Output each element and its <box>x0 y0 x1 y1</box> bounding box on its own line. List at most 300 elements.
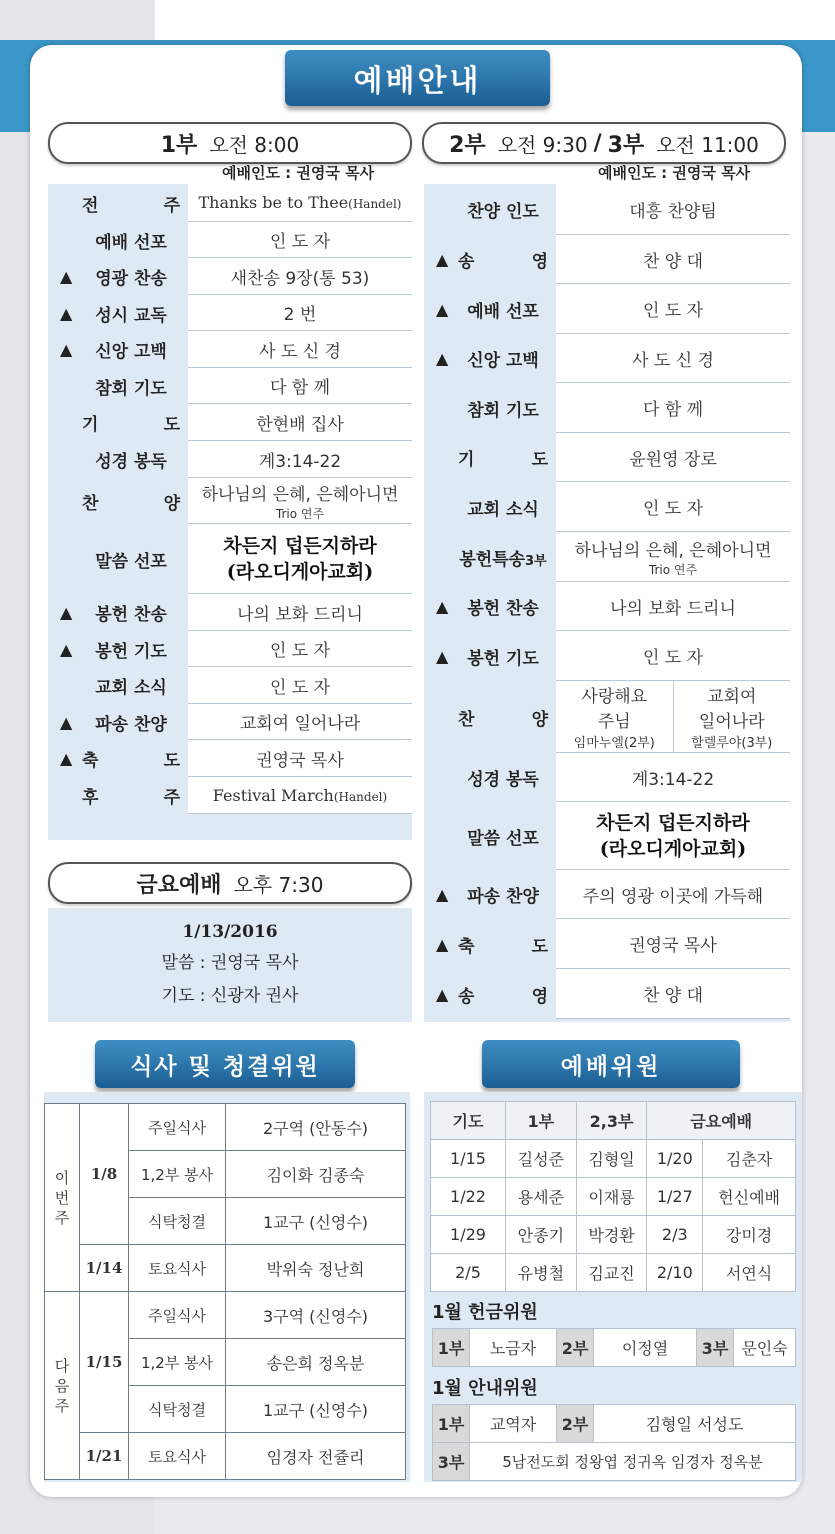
s23-value <box>556 919 790 969</box>
offering-part1: 1부 <box>433 1329 470 1367</box>
worship-committee-cell: 유병철 <box>506 1254 577 1292</box>
s23-label-text <box>458 297 548 322</box>
triangle-icon: ▲ <box>436 984 449 1004</box>
s1-value <box>188 631 412 667</box>
s1-row <box>48 441 412 478</box>
meal-row <box>45 1292 406 1339</box>
meal-task: 식탁청결 <box>129 1386 226 1433</box>
service1-header <box>48 122 412 164</box>
label-word: 교회 소식 <box>95 678 167 698</box>
value-sub: Trio 연주 <box>275 506 325 521</box>
service3-time: 오전 11:00 <box>656 132 759 157</box>
s1-value <box>188 184 412 222</box>
worship-committee-header <box>431 1102 796 1140</box>
worship-committee-cell: 1/29 <box>431 1216 506 1254</box>
s23-label-text <box>458 545 548 570</box>
label-char: 도 <box>163 415 180 435</box>
s1-value <box>188 258 412 295</box>
s1-value <box>188 295 412 331</box>
meal-person: 김이화 김종숙 <box>226 1151 406 1198</box>
s1-row <box>48 631 412 667</box>
s1-row <box>48 258 412 295</box>
triangle-icon: ▲ <box>436 299 449 319</box>
s23-label-text <box>458 824 548 849</box>
value-text: 하나님의 은혜, 은혜아니면 <box>574 540 772 561</box>
label-char: 도 <box>531 936 548 957</box>
triangle-icon: ▲ <box>60 712 73 732</box>
praise-line: 교회여 <box>707 687 757 707</box>
usher-part1: 1부 <box>433 1405 470 1443</box>
value-text: 인 도 자 <box>642 499 704 519</box>
worship-committee-cell: 이재룡 <box>576 1178 647 1216</box>
week-char: 이 <box>54 1168 70 1187</box>
worship-committee-cell: 길성준 <box>506 1140 577 1178</box>
worship-committee-cell: 안종기 <box>506 1216 577 1254</box>
s1-label <box>48 368 188 404</box>
worship-committee-cell: 서연식 <box>703 1254 796 1292</box>
friday-title: 금요예배 <box>136 872 222 898</box>
s1-label-text <box>82 673 180 698</box>
usher-title: 1월 안내위원 <box>432 1378 538 1399</box>
label-char: 축 <box>458 936 475 957</box>
s23-label <box>424 753 556 802</box>
triangle-icon: ▲ <box>436 597 449 616</box>
value-text: 권영국 목사 <box>629 936 717 956</box>
triangle-icon: ▲ <box>436 646 449 666</box>
s1-row <box>48 704 412 740</box>
value-text: 나의 보화 드리니 <box>237 604 363 625</box>
s1-value <box>188 594 412 631</box>
offering-title: 1월 헌금위원 <box>432 1302 538 1323</box>
s1-value <box>188 667 412 704</box>
s23-value <box>556 870 790 919</box>
s23-label <box>424 383 556 433</box>
service2-time: 오전 9:30 <box>497 132 588 157</box>
label-char: 양 <box>531 709 548 730</box>
worship-committee-header-cell: 금요예배 <box>647 1102 796 1140</box>
s1-value <box>188 368 412 404</box>
s1-label-text <box>82 746 180 771</box>
s1-row <box>48 524 412 594</box>
service-slash: / <box>593 130 602 156</box>
sermon-title: 차든지 덥든지하라 <box>223 534 377 557</box>
service2-part: 2부 <box>449 132 486 158</box>
value-small: (Handel) <box>348 197 402 211</box>
s23-label-text <box>458 247 548 272</box>
s23-row <box>424 969 790 1019</box>
s1-value <box>188 777 412 814</box>
value-text: 인 도 자 <box>642 648 704 668</box>
worship-committee-table <box>430 1101 796 1292</box>
worship-committee-header-cell: 1부 <box>506 1102 577 1140</box>
meal-week <box>45 1292 80 1480</box>
s23-row <box>424 631 790 681</box>
offering-name2: 이정열 <box>594 1329 697 1367</box>
s1-label-text <box>82 410 180 435</box>
praise-sub: 할렐루야(3부) <box>691 736 773 751</box>
friday-panel <box>48 908 412 1022</box>
week-char: 음 <box>54 1376 70 1395</box>
label-char: 양 <box>163 493 180 514</box>
label-word: 신앙 고백 <box>95 342 167 362</box>
label-char: 주 <box>163 195 180 216</box>
label-word: 성경 봉독 <box>467 770 539 790</box>
service1-order <box>48 184 412 840</box>
s1-row <box>48 404 412 441</box>
s23-label-text <box>458 705 548 730</box>
s1-row <box>48 667 412 704</box>
s1-label-text <box>82 264 180 289</box>
s23-label-text <box>458 932 548 957</box>
triangle-icon: ▲ <box>60 267 73 286</box>
sermon-subtitle: (라오디게아교회) <box>599 837 747 860</box>
usher-name2: 김형일 서성도 <box>594 1405 796 1443</box>
s23-label <box>424 681 556 753</box>
s1-value <box>188 524 412 594</box>
s1-label-text <box>82 710 180 735</box>
meal-date: 1/14 <box>80 1245 129 1292</box>
s23-row <box>424 919 790 969</box>
meal-date: 1/21 <box>80 1433 129 1480</box>
s1-value <box>188 222 412 258</box>
s23-label <box>424 184 556 235</box>
s1-label <box>48 295 188 331</box>
value-text: 윤원영 장로 <box>629 449 717 470</box>
s1-label <box>48 331 188 368</box>
s23-label-text <box>458 445 548 470</box>
label-char: 후 <box>82 788 99 808</box>
s23-row <box>424 681 790 753</box>
s23-row <box>424 235 790 284</box>
worship-committee-row <box>431 1178 796 1216</box>
service23-leader: 예배인도 : 권영국 목사 <box>598 164 751 182</box>
service1-time: 오전 8:00 <box>209 132 300 157</box>
value-text: 대흥 찬양팀 <box>629 201 717 222</box>
s23-row <box>424 482 790 532</box>
label-word: 성시 교독 <box>95 305 167 326</box>
s23-value <box>556 582 790 631</box>
meal-task: 1,2부 봉사 <box>129 1339 226 1386</box>
label-word: 봉헌 찬송 <box>95 605 167 625</box>
s23-label-text <box>458 882 548 907</box>
meal-task: 주일식사 <box>129 1104 226 1151</box>
s23-label <box>424 532 556 582</box>
triangle-icon: ▲ <box>436 934 449 954</box>
meal-person: 박위숙 정난희 <box>226 1245 406 1292</box>
label-word: 영광 찬송 <box>95 269 167 289</box>
usher-part2: 2부 <box>557 1405 594 1443</box>
s23-value <box>556 631 790 681</box>
s23-row <box>424 582 790 631</box>
worship-committee-row <box>431 1216 796 1254</box>
label-char: 기 <box>458 450 475 470</box>
value-text: 다 함 께 <box>642 400 704 420</box>
meal-person: 송은희 정옥분 <box>226 1339 406 1386</box>
label-word: 찬양 인도 <box>467 202 539 222</box>
triangle-icon: ▲ <box>60 639 73 659</box>
meal-task: 1,2부 봉사 <box>129 1151 226 1198</box>
usher-name3: 5남전도회 정왕엽 정귀옥 임경자 정옥분 <box>470 1443 796 1481</box>
s1-row <box>48 184 412 222</box>
triangle-icon: ▲ <box>436 250 449 269</box>
s23-label <box>424 802 556 870</box>
s1-label <box>48 404 188 441</box>
s23-value <box>556 753 790 802</box>
s1-row <box>48 740 412 777</box>
worship-committee-cell: 용세준 <box>506 1178 577 1216</box>
meal-row <box>45 1433 406 1480</box>
s23-value <box>556 433 790 482</box>
offering-name3: 문인숙 <box>734 1329 796 1367</box>
praise-sub: 임마누엘(2부) <box>573 736 655 751</box>
s23-value <box>556 482 790 532</box>
s1-row <box>48 368 412 404</box>
s1-label-text <box>82 637 180 662</box>
s1-value <box>188 404 412 441</box>
value-text: 교회여 일어나라 <box>239 714 361 734</box>
s1-label-text <box>82 191 180 216</box>
s1-label-text <box>82 447 180 472</box>
s1-label-text <box>82 301 180 326</box>
label-word: 봉헌 찬송 <box>467 599 539 619</box>
service23-order <box>424 184 790 1022</box>
s23-row <box>424 802 790 870</box>
label-word: 봉헌 기도 <box>95 641 167 662</box>
s23-label-text <box>458 396 548 421</box>
s23-value <box>556 235 790 284</box>
s23-value <box>556 969 790 1019</box>
value-text: 주의 영광 이곳에 가득해 <box>582 886 764 907</box>
s1-row <box>48 594 412 631</box>
worship-committee-cell: 1/15 <box>431 1140 506 1178</box>
meal-title: 식사 및 청결위원 <box>95 1040 355 1088</box>
s1-label-text <box>82 783 180 808</box>
label-word: 봉헌 기도 <box>467 648 539 669</box>
week-char: 주 <box>54 1396 70 1415</box>
label-char: 도 <box>163 751 180 771</box>
s1-label <box>48 258 188 295</box>
page-background-top <box>155 0 835 40</box>
offering-part3: 3부 <box>697 1329 734 1367</box>
label-word: 파송 찬양 <box>467 887 539 907</box>
s23-label <box>424 284 556 334</box>
label-word: 봉헌특송3부 <box>459 549 547 570</box>
value-small: (Handel) <box>333 789 388 804</box>
s1-row <box>48 331 412 368</box>
s23-value <box>556 802 790 870</box>
value-text: 계3:14-22 <box>258 451 342 472</box>
value-text: 인 도 자 <box>269 232 331 252</box>
s23-value <box>556 681 790 753</box>
service23-header <box>422 122 786 164</box>
value-text: 사 도 신 경 <box>259 341 341 362</box>
s23-label <box>424 919 556 969</box>
value-text: 인 도 자 <box>269 677 331 698</box>
week-char: 다 <box>54 1356 70 1375</box>
meal-person: 1교구 (신영수) <box>226 1386 406 1433</box>
label-char: 찬 <box>82 493 99 514</box>
friday-header <box>48 862 412 904</box>
s23-label <box>424 334 556 383</box>
s23-label <box>424 969 556 1019</box>
s23-label <box>424 235 556 284</box>
service3-part: 3부 <box>607 132 645 158</box>
label-word: 참회 기도 <box>467 400 539 421</box>
worship-committee-title: 예배위원 <box>482 1040 740 1088</box>
offering-name1: 노금자 <box>470 1329 557 1367</box>
value-text: 찬 양 대 <box>642 251 704 272</box>
offering-table <box>432 1328 796 1367</box>
s23-value <box>556 184 790 235</box>
triangle-icon: ▲ <box>60 303 73 323</box>
value-text: Thanks be to Thee(Handel) <box>198 193 402 212</box>
s1-label <box>48 740 188 777</box>
friday-time: 오후 7:30 <box>233 872 324 897</box>
value-text: 찬 양 대 <box>642 986 704 1006</box>
s1-label <box>48 478 188 524</box>
triangle-icon: ▲ <box>60 749 73 768</box>
label-char: 도 <box>531 450 548 470</box>
worship-committee-row <box>431 1254 796 1292</box>
value-text: 새찬송 9장(통 53) <box>230 268 370 289</box>
worship-committee-cell: 김형일 <box>576 1140 647 1178</box>
s23-label-text <box>458 982 548 1007</box>
s23-row <box>424 753 790 802</box>
worship-committee-header-cell: 2,3부 <box>576 1102 647 1140</box>
triangle-icon: ▲ <box>436 885 449 904</box>
s1-label-text <box>82 547 180 572</box>
week-char: 주 <box>54 1208 70 1227</box>
meal-task: 식탁청결 <box>129 1198 226 1245</box>
value-text: 인 도 자 <box>642 301 704 321</box>
s1-label-text <box>82 600 180 625</box>
meal-date: 1/15 <box>80 1292 129 1433</box>
label-char: 송 <box>458 986 475 1007</box>
s23-value <box>556 532 790 582</box>
friday-date: 1/13/2016 <box>182 922 278 942</box>
value-text: 다 함 께 <box>269 378 331 398</box>
meal-person: 임경자 전쥴리 <box>226 1433 406 1480</box>
label-char: 기 <box>82 415 99 435</box>
meal-row <box>45 1104 406 1151</box>
s23-label <box>424 631 556 681</box>
value-sub: Trio 연주 <box>648 562 698 577</box>
praise-line: 주님 <box>597 712 631 732</box>
s1-label <box>48 524 188 594</box>
value-text: Festival March(Handel) <box>212 785 388 805</box>
s1-label <box>48 777 188 814</box>
worship-committee-cell: 2/5 <box>431 1254 506 1292</box>
meal-task: 토요식사 <box>129 1433 226 1480</box>
worship-committee-cell: 1/20 <box>647 1140 703 1178</box>
sermon-title: 차든지 덥든지하라 <box>596 811 750 834</box>
value-text: 권영국 목사 <box>256 750 344 771</box>
s1-row <box>48 295 412 331</box>
label-word: 교회 소식 <box>467 499 539 520</box>
s1-label <box>48 222 188 258</box>
usher-table <box>432 1404 796 1481</box>
worship-committee-cell: 김교진 <box>576 1254 647 1292</box>
s1-value <box>188 478 412 524</box>
s23-row <box>424 383 790 433</box>
meal-row <box>45 1245 406 1292</box>
week-char: 번 <box>54 1188 70 1207</box>
label-word: 말씀 선포 <box>95 551 167 572</box>
s23-label-text <box>458 594 548 619</box>
s1-label-text <box>82 489 180 514</box>
s23-row <box>424 532 790 582</box>
s23-value <box>556 383 790 433</box>
s23-label-text <box>458 346 548 371</box>
s23-label <box>424 433 556 482</box>
service1-part: 1부 <box>160 132 198 158</box>
meal-task: 주일식사 <box>129 1292 226 1339</box>
s1-row <box>48 777 412 814</box>
label-char: 축 <box>82 751 99 771</box>
label-word: 말씀 선포 <box>467 828 539 849</box>
label-small: 3부 <box>525 553 547 569</box>
s1-row <box>48 478 412 524</box>
label-word: 성경 봉독 <box>95 452 167 472</box>
s1-label <box>48 667 188 704</box>
triangle-icon: ▲ <box>60 603 73 622</box>
s1-label <box>48 441 188 478</box>
label-word: 참회 기도 <box>95 378 167 399</box>
label-char: 전 <box>82 195 99 216</box>
s1-value <box>188 704 412 740</box>
s1-label-text <box>82 374 180 399</box>
s23-value <box>556 334 790 383</box>
s23-label-text <box>458 765 548 790</box>
label-word: 예배 선포 <box>467 301 539 322</box>
value-text: 나의 보화 드리니 <box>610 598 736 619</box>
usher-part3: 3부 <box>433 1443 470 1481</box>
usher-name1: 교역자 <box>470 1405 557 1443</box>
s23-row <box>424 870 790 919</box>
meal-date: 1/8 <box>80 1104 129 1245</box>
value-text: 한현배 집사 <box>256 414 344 435</box>
s1-label <box>48 631 188 667</box>
worship-committee-cell: 2/3 <box>647 1216 703 1254</box>
meal-task: 토요식사 <box>129 1245 226 1292</box>
s1-row <box>48 222 412 258</box>
worship-committee-header-cell: 기도 <box>431 1102 506 1140</box>
s1-label <box>48 184 188 222</box>
praise-line: 일어나라 <box>698 712 765 732</box>
worship-committee-cell: 헌신예배 <box>703 1178 796 1216</box>
label-char: 영 <box>531 252 548 272</box>
triangle-icon: ▲ <box>436 349 449 368</box>
service1-leader: 예배인도 : 권영국 목사 <box>222 164 375 182</box>
page-title: 예배안내 <box>285 50 550 106</box>
worship-committee-cell: 김춘자 <box>703 1140 796 1178</box>
value-text: 2 번 <box>283 305 317 325</box>
s23-value <box>556 284 790 334</box>
value-text: 하나님의 은혜, 은혜아니면 <box>201 484 399 505</box>
s1-label <box>48 594 188 631</box>
offering-part2: 2부 <box>557 1329 594 1367</box>
worship-committee-cell: 1/22 <box>431 1178 506 1216</box>
meal-person: 3구역 (신영수) <box>226 1292 406 1339</box>
triangle-icon: ▲ <box>60 340 73 359</box>
label-word: 예배 선포 <box>95 232 167 253</box>
s23-row <box>424 334 790 383</box>
meal-person: 2구역 (안동수) <box>226 1104 406 1151</box>
meal-week <box>45 1104 80 1292</box>
label-char: 주 <box>163 788 180 808</box>
worship-committee-cell: 박경환 <box>576 1216 647 1254</box>
s23-label <box>424 582 556 631</box>
